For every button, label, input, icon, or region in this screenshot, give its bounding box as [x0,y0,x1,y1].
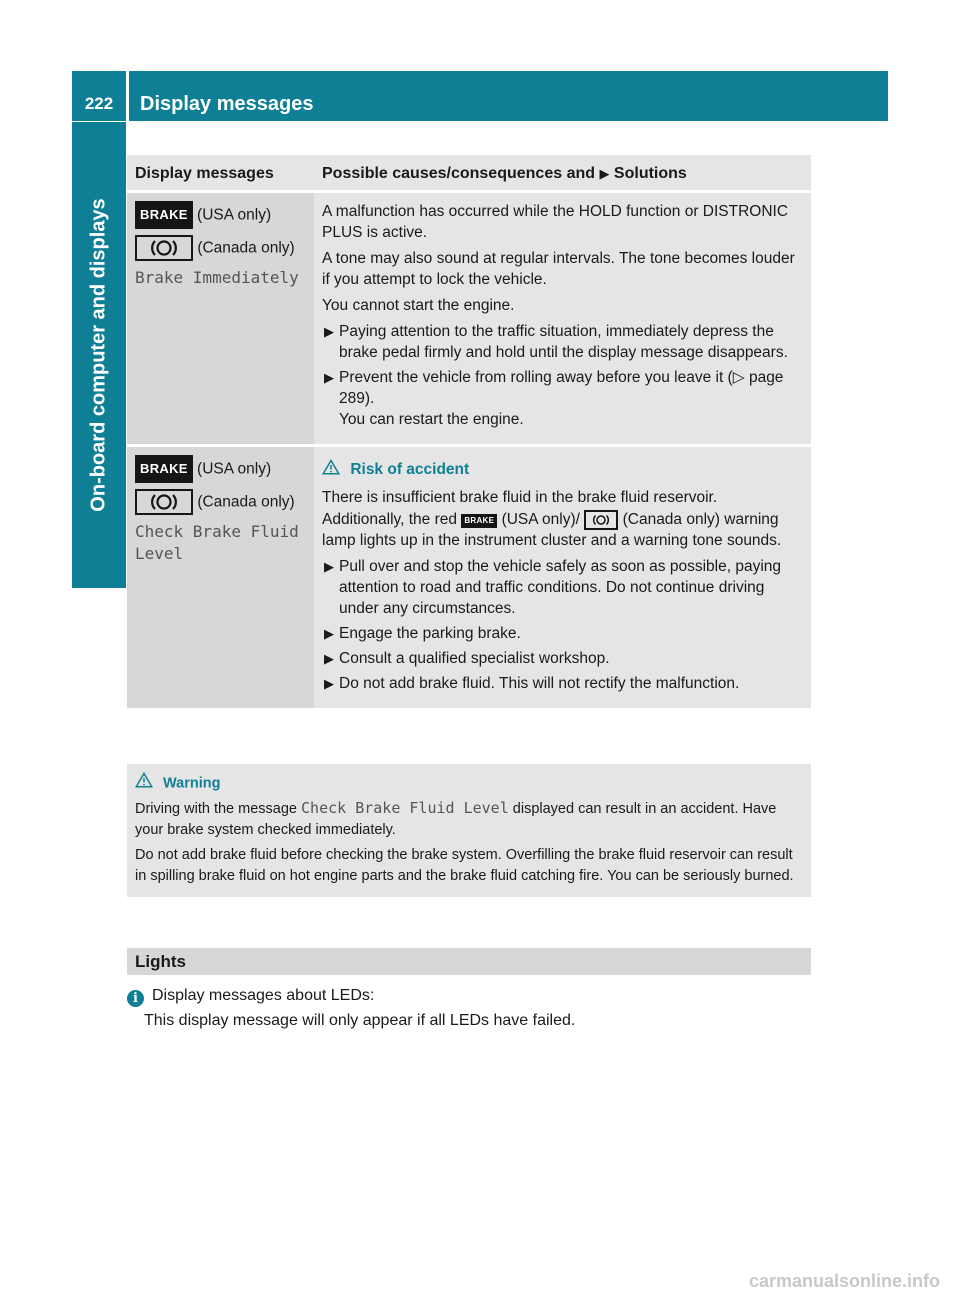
step-arrow-icon: ▶ [324,651,334,666]
watermark: carmanualsonline.info [748,1271,940,1291]
canada-note: (Canada only) [197,493,295,511]
warning-box [127,764,811,897]
page-header [72,71,888,121]
message-cell [127,446,314,709]
page-title: Display messages [140,93,314,115]
table-header-row [127,155,811,192]
warning-text: displayed can result in an accident. Have your brake system checked immediately. [135,801,777,838]
header-divider [126,71,129,121]
solution-cell [314,446,811,709]
step-arrow-icon: ▶ [324,324,334,339]
info-icon: i [127,990,144,1007]
brake-icon: BRAKE [135,455,193,483]
solution-step [322,367,803,430]
side-label: On-board computer and displays [87,198,110,512]
cause-text: (USA only)/ [501,511,580,528]
info-line: This display message will only appear if all LEDs have failed. [144,1012,576,1029]
col2-header-solutions: Solutions [613,164,687,182]
step-followup: You can restart the engine. [339,411,524,428]
brake-icon: BRAKE [135,201,193,229]
canada-note: (Canada only) [197,239,295,257]
risk-heading-text: Risk of accident [350,461,470,479]
usa-note: (USA only) [197,460,272,478]
canada-icon-line [135,489,306,515]
step-arrow-icon: ▶ [324,626,334,641]
brake-icon-small: BRAKE [461,514,497,528]
warning-triangle-icon [135,772,153,795]
table-row [127,192,811,446]
solution-step [322,623,803,644]
step-text: Engage the parking brake. [339,625,521,642]
risk-heading [322,459,803,481]
cause-paragraph [322,509,803,551]
cause-paragraph: A malfunction has occurred while the HOLD function or DISTRONIC PLUS is active. [322,203,789,241]
info-line [127,983,811,1008]
message-cell [127,192,314,446]
warning-paragraph: Do not add brake fluid before checking the brake system. Overfilling the brake fluid reservoir can result in spilling brake fluid on hot engine parts and the brake fluid catching fire. You can be seriously burned. [135,847,794,884]
cause-paragraph: A tone may also sound at regular intervals. The tone becomes louder if you attempt to lock the vehicle. [322,250,795,288]
solution-step [322,673,803,694]
circle-brake-icon-small [584,510,618,530]
canada-icon-line [135,235,306,261]
right-arrow-icon: ▶ [599,165,610,181]
cause-text: (Canada only) warning lamp lights up in the instrument cluster and a warning tone sounds. [322,511,782,549]
solution-cell [314,192,811,446]
circle-brake-icon [135,235,193,261]
cause-paragraph: There is insufficient brake fluid in the brake fluid reservoir. [322,489,718,506]
step-arrow-icon: ▶ [324,559,334,574]
lights-section-heading: Lights [127,948,811,975]
display-message-text: Check Brake Fluid Level [135,522,299,563]
page-number: 222 [84,94,114,113]
solution-step [322,648,803,669]
col1-header: Display messages [127,155,314,192]
solution-step [322,321,803,363]
step-arrow-icon: ▶ [324,676,334,691]
solution-step [322,556,803,619]
step-text: Pull over and stop the vehicle safely as soon as possible, paying attention to road and traffic conditions. Do not continue driving under any circumstances. [339,558,782,617]
display-messages-table [127,155,811,708]
col2-header [314,155,811,192]
display-message-text: Brake Immediately [135,268,299,287]
info-note [127,983,811,1033]
step-text: Consult a qualified specialist workshop. [339,650,610,667]
circle-brake-icon [135,489,193,515]
usa-icon-line [135,455,306,483]
warning-heading-text: Warning [163,775,221,792]
usa-note: (USA only) [197,206,272,224]
warning-code-text: Check Brake Fluid Level [301,799,509,817]
table-row [127,446,811,709]
warning-heading [135,772,803,795]
col2-header-text: Possible causes/consequences and [322,164,596,182]
step-arrow-icon: ▶ [324,370,334,385]
usa-icon-line [135,201,306,229]
step-text: Paying attention to the traffic situation, immediately depress the brake pedal firmly and hold until the display message disappears. [339,323,788,361]
warning-text: Driving with the message [135,801,297,817]
cause-paragraph: You cannot start the engine. [322,297,515,314]
step-text: Do not add brake fluid. This will not rectify the malfunction. [339,675,740,692]
warning-paragraph [135,797,803,841]
step-text: Prevent the vehicle from rolling away before you leave it (▷ page 289). [339,369,784,407]
warning-triangle-icon [322,459,340,481]
cause-text: Additionally, the red [322,511,457,528]
info-text: Display messages about LEDs: [152,987,375,1004]
